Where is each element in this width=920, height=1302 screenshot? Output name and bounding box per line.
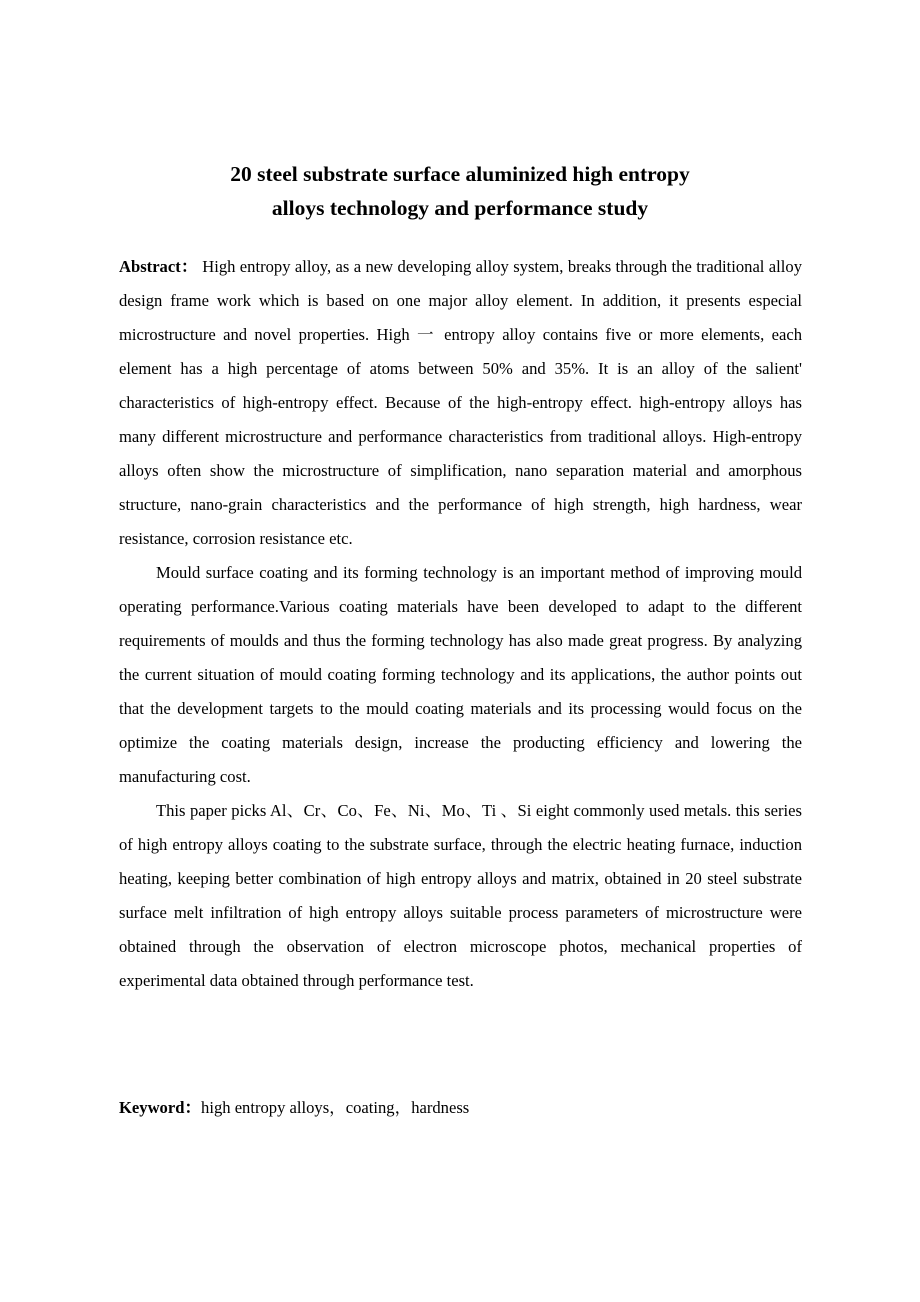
abstract-paragraph-2: Mould surface coating and its forming technology is an important method of improving mould operating performance.Various coating materials have been developed to adapt to the different requirements of moulds and thus the forming technology has also made great progress. By analyzing the current situation of mould coating forming technology and its applications, the author points out that the development targets to the mould coating materials and its processing would focus on the optimize the coating materials design, increase the producting efficiency and lowering the manufacturing cost. [119,563,802,786]
abstract-section [119,250,802,998]
keywords-value: high entropy alloys，coating，hardness [201,1098,470,1117]
abstract-paragraph-1 [119,250,802,556]
keywords-label: Keyword： [119,1098,202,1117]
title-line-1: 20 steel substrate surface aluminized high entropy [230,162,690,186]
abstract-label: Abstract： [119,257,198,276]
abstract-paragraph-1-text: High entropy alloy, as a new developing alloy system, breaks through the traditional alloy design frame work which is based on one major alloy element. In addition, it presents especial microstructure and novel properties. High 一 entropy alloy contains five or more elements, each element has a high percentage of atoms between 50% and 35%. It is an alloy of the salient' characteristics of high-entropy effect. Because of the high-entropy effect. high-entropy alloys has many different microstructure and performance characteristics from traditional alloys. High-entropy alloys often show the microstructure of simplification, nano separation material and amorphous structure, nano-grain characteristics and the performance of high strength, high hardness, wear resistance, corrosion resistance etc. [119,257,802,548]
page-title [0,157,920,225]
abstract-paragraph-3: This paper picks Al、Cr、Co、Fe、Ni、Mo、Ti 、Si eight commonly used metals. this series of high entropy alloys coating to the substrate surface, through the electric heating furnace, induction heating, keeping better combination of high entropy alloys and matrix, obtained in 20 steel substrate surface melt infiltration of high entropy alloys suitable process parameters of microstructure were obtained through the observation of electron microscope photos, mechanical properties of experimental data obtained through performance test. [119,801,802,990]
title-line-2: alloys technology and performance study [271,196,649,220]
keywords-line [119,1091,802,1125]
